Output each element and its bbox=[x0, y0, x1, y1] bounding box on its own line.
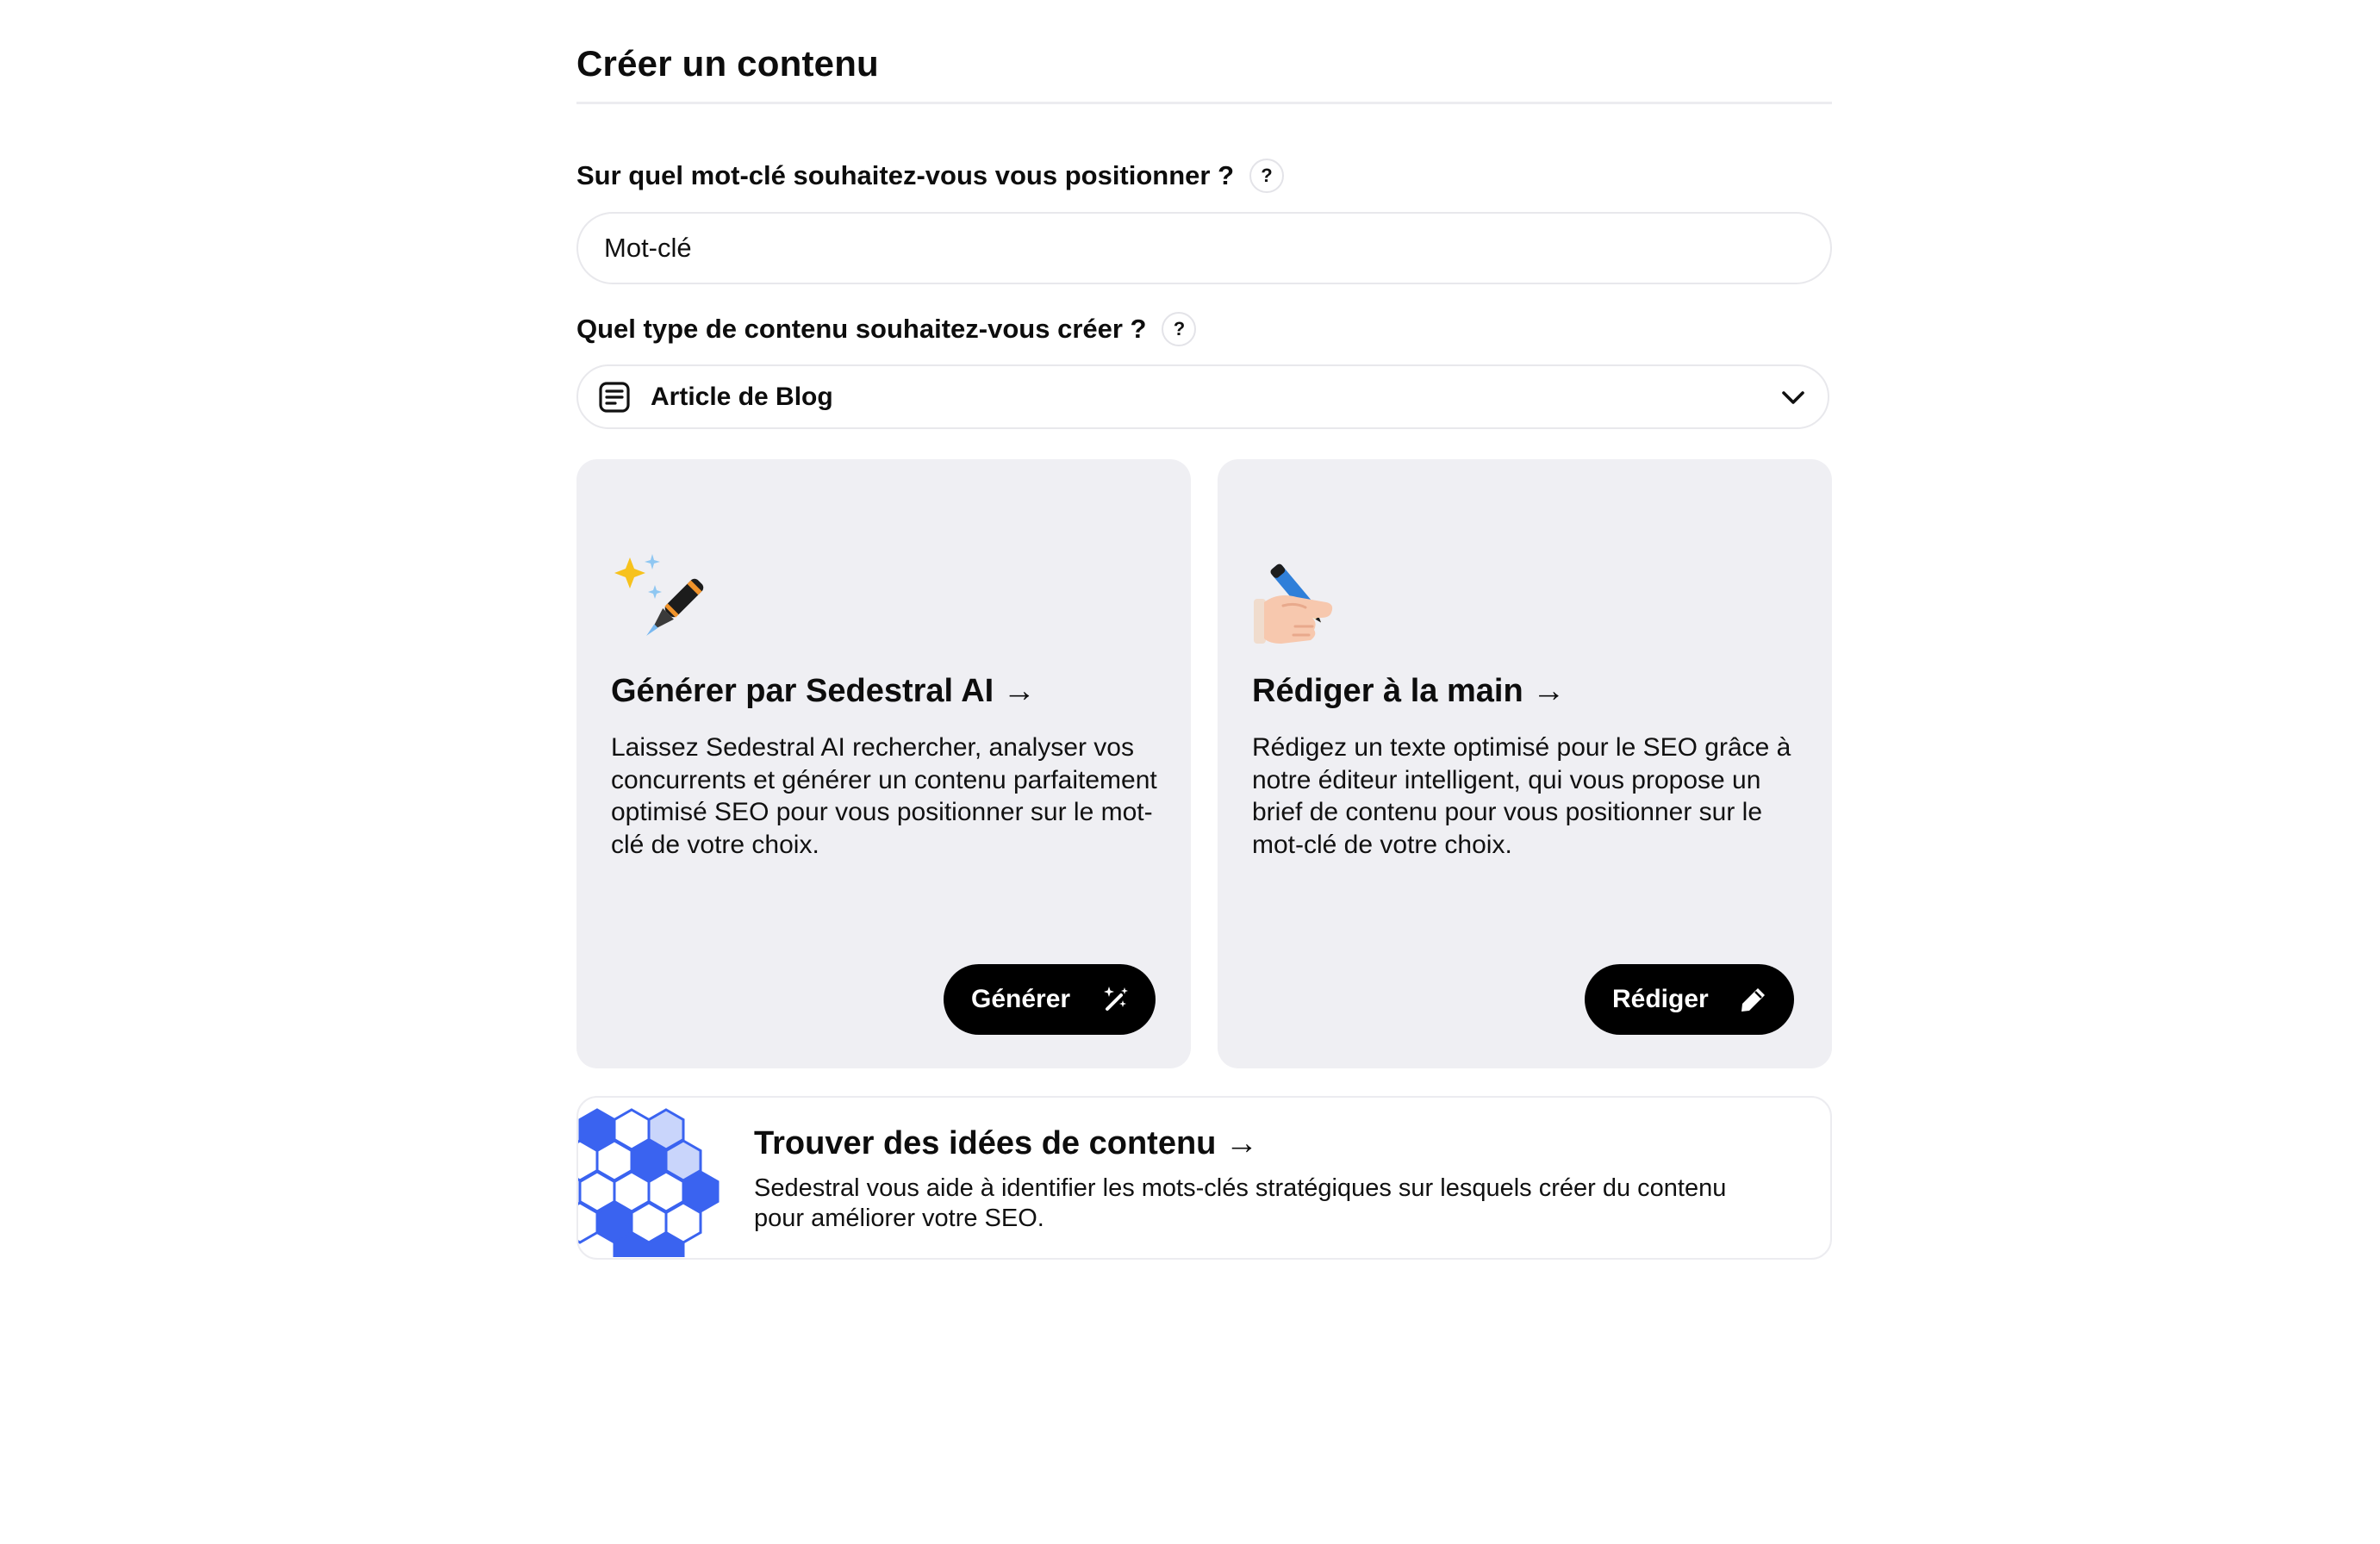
hexagon-pattern-icon bbox=[578, 1106, 725, 1257]
generate-button-label: Générer bbox=[971, 985, 1071, 1013]
pencil-icon bbox=[1739, 985, 1768, 1014]
generate-button[interactable] bbox=[944, 964, 1156, 1035]
write-manual-title[interactable]: Rédiger à la main → bbox=[1252, 673, 1566, 709]
writing-hand-icon bbox=[1252, 554, 1355, 657]
write-manual-description: Rédigez un texte optimisé pour le SEO grâce à notre éditeur intelligent, qui vous propose un brief de contenu pour vous positionner sur le mot-clé de votre choix. bbox=[1252, 733, 1791, 859]
content-type-help-icon[interactable]: ? bbox=[1162, 312, 1196, 346]
content-ideas-card[interactable] bbox=[576, 1096, 1832, 1260]
keyword-question-label: Sur quel mot-clé souhaitez-vous vous positionner ? bbox=[576, 160, 1235, 190]
keyword-question bbox=[576, 159, 1284, 193]
content-ideas-description: Sedestral vous aide à identifier les mots-clés stratégiques sur lesquels créer du contenu pour améliorer votre SEO. bbox=[754, 1174, 1727, 1232]
content-type-question bbox=[576, 312, 1196, 346]
write-button[interactable] bbox=[1585, 964, 1794, 1035]
generate-ai-description: Laissez Sedestral AI rechercher, analyser vos concurrents et générer un contenu parfaitement optimisé SEO pour vous positionner sur le mot-clé de votre choix. bbox=[611, 733, 1157, 859]
content-type-question-label: Quel type de contenu souhaitez-vous créer ? bbox=[576, 314, 1147, 344]
keyword-input[interactable] bbox=[576, 212, 1832, 284]
chevron-down-icon bbox=[1778, 382, 1809, 413]
generate-ai-title[interactable]: Générer par Sedestral AI → bbox=[611, 673, 1036, 709]
sparkle-pen-icon bbox=[611, 554, 714, 657]
magic-wand-icon bbox=[1100, 985, 1130, 1014]
page-title: Créer un contenu bbox=[576, 43, 879, 84]
write-manual-card[interactable] bbox=[1218, 459, 1832, 1068]
content-ideas-title[interactable]: Trouver des idées de contenu → bbox=[754, 1125, 1258, 1161]
document-icon bbox=[597, 380, 632, 414]
title-divider bbox=[576, 102, 1832, 104]
generate-ai-card[interactable] bbox=[576, 459, 1191, 1068]
write-button-label: Rédiger bbox=[1612, 985, 1709, 1013]
content-type-select[interactable] bbox=[576, 364, 1829, 429]
keyword-help-icon[interactable]: ? bbox=[1249, 159, 1284, 193]
content-type-selected: Article de Blog bbox=[651, 382, 833, 411]
